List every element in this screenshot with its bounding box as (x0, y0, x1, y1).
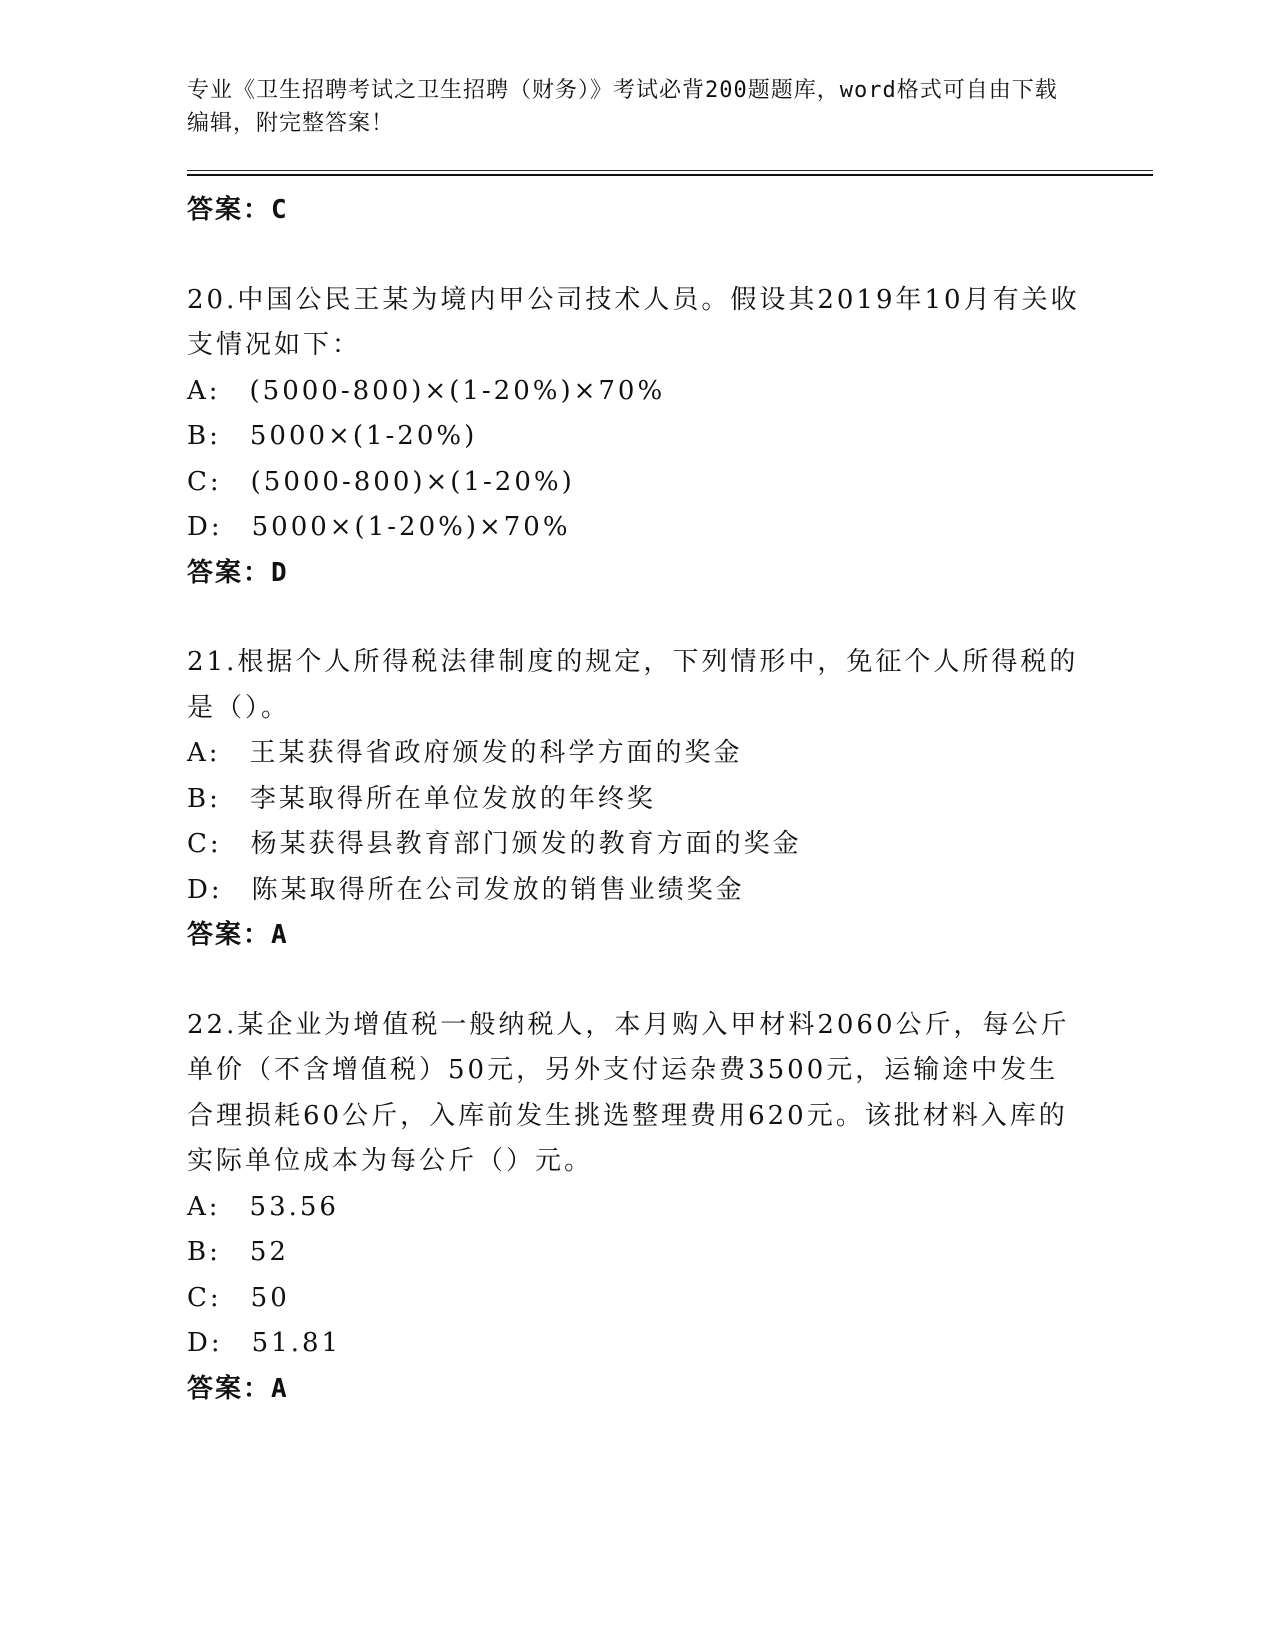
spacer (187, 596, 1087, 640)
option-a: A: (5000-800)×(1-20%)×70% (187, 375, 666, 406)
answer-label: 答案：A (187, 920, 289, 950)
header-rule-thin (187, 170, 1153, 171)
question-text: 21.根据个人所得税法律制度的规定，下列情形中，免征个人所得税的是（）。 (187, 647, 1079, 723)
question-text: 20.中国公民王某为境内甲公司技术人员。假设其2019年10月有关收支情况如下： (187, 284, 1080, 360)
question-text: 22.某企业为增值税一般纳税人，本月购入甲材料2060公斤，每公斤单价（不含增值税）50元，另外支付运杂费3500元，运输途中发生合理损耗60公斤，入库前发生挑选整理费用620元。该批材料入库的实际单位成本为每公斤（）元。 (187, 1009, 1070, 1176)
header-rule-thick (187, 174, 1153, 176)
spacer (187, 234, 1087, 278)
option-d: D: 51.81 (187, 1328, 342, 1358)
option-b: B: 52 (187, 1237, 289, 1267)
option-c: C: 杨某获得县教育部门颁发的教育方面的奖金 (187, 829, 802, 859)
option-d: D: 陈某取得所在公司发放的销售业绩奖金 (187, 874, 745, 905)
question-content (187, 188, 1087, 1412)
question-block (187, 640, 1087, 959)
document-header: 专业《卫生招聘考试之卫生招聘（财务）》考试必背200题题库，word格式可自由下载编辑，附完整答案！ (187, 78, 1058, 136)
question-block (187, 1003, 1087, 1413)
previous-answer: 答案：C (187, 195, 289, 225)
option-c: C: (5000-800)×(1-20%) (187, 466, 575, 497)
option-c: C: 50 (187, 1282, 290, 1313)
answer-label: 答案：D (187, 557, 289, 588)
option-a: A: 53.56 (187, 1191, 339, 1222)
option-a: A: 王某获得省政府颁发的科学方面的奖金 (187, 738, 743, 768)
option-d: D: 5000×(1-20%)×70% (187, 512, 571, 542)
option-b: B: 5000×(1-20%) (187, 421, 478, 451)
spacer (187, 959, 1087, 1003)
question-block (187, 278, 1087, 597)
option-b: B: 李某取得所在单位发放的年终奖 (187, 783, 656, 814)
answer-label: 答案：A (187, 1373, 289, 1404)
